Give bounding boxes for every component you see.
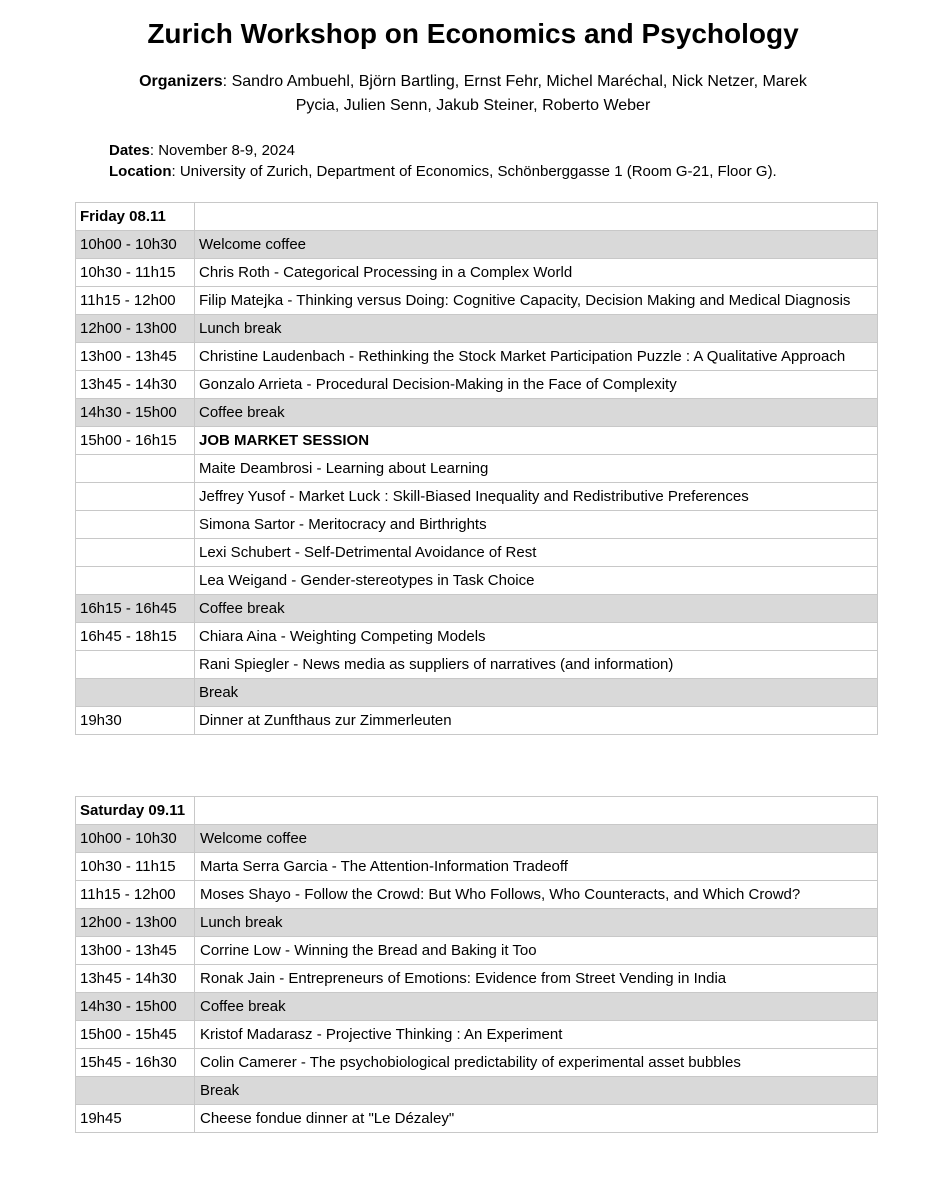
table-row	[76, 455, 878, 483]
table-row	[76, 937, 878, 965]
table-row	[76, 1077, 878, 1105]
session-time: 14h30 - 15h00	[76, 993, 195, 1021]
session-title: Filip Matejka - Thinking versus Doing: Cognitive Capacity, Decision Making and Medical Diagnosis	[195, 287, 878, 315]
session-title: Kristof Madarasz - Projective Thinking : An Experiment	[195, 1021, 878, 1049]
friday-header-empty	[195, 203, 878, 231]
session-title: Lunch break	[195, 315, 878, 343]
session-time: 16h15 - 16h45	[76, 595, 195, 623]
session-title: Simona Sartor - Meritocracy and Birthrights	[195, 511, 878, 539]
session-title: Welcome coffee	[195, 825, 878, 853]
table-row	[76, 483, 878, 511]
table-row	[76, 993, 878, 1021]
session-time	[76, 511, 195, 539]
session-time	[76, 483, 195, 511]
session-time: 15h00 - 16h15	[76, 427, 195, 455]
saturday-header-row	[76, 797, 878, 825]
session-title: Chiara Aina - Weighting Competing Models	[195, 623, 878, 651]
friday-schedule-table	[75, 202, 878, 735]
session-time: 12h00 - 13h00	[76, 909, 195, 937]
session-title: Break	[195, 1077, 878, 1105]
session-time: 10h00 - 10h30	[76, 825, 195, 853]
organizers	[120, 70, 826, 118]
session-time: 14h30 - 15h00	[76, 399, 195, 427]
table-row	[76, 623, 878, 651]
table-row	[76, 539, 878, 567]
table-row	[76, 427, 878, 455]
session-title: Moses Shayo - Follow the Crowd: But Who Follows, Who Counteracts, and Which Crowd?	[195, 881, 878, 909]
location-value: : University of Zurich, Department of Economics, Schönberggasse 1 (Room G-21, Floor G).	[171, 163, 777, 180]
dates-label: Dates	[109, 142, 150, 159]
table-row	[76, 315, 878, 343]
session-title: Lexi Schubert - Self-Detrimental Avoidance of Rest	[195, 539, 878, 567]
table-row	[76, 399, 878, 427]
saturday-schedule-table	[75, 796, 878, 1133]
session-time: 13h45 - 14h30	[76, 371, 195, 399]
session-title: Colin Camerer - The psychobiological predictability of experimental asset bubbles	[195, 1049, 878, 1077]
session-title: Welcome coffee	[195, 231, 878, 259]
table-row	[76, 909, 878, 937]
event-meta	[109, 140, 777, 182]
table-row	[76, 1021, 878, 1049]
table-row	[76, 1105, 878, 1133]
session-time: 19h30	[76, 707, 195, 735]
table-row	[76, 567, 878, 595]
saturday-header: Saturday 09.11	[76, 797, 195, 825]
session-title: Marta Serra Garcia - The Attention-Information Tradeoff	[195, 853, 878, 881]
session-title: Gonzalo Arrieta - Procedural Decision-Making in the Face of Complexity	[195, 371, 878, 399]
table-row	[76, 511, 878, 539]
table-row	[76, 287, 878, 315]
table-row	[76, 595, 878, 623]
session-time: 10h30 - 11h15	[76, 259, 195, 287]
session-time: 11h15 - 12h00	[76, 287, 195, 315]
session-title: Chris Roth - Categorical Processing in a Complex World	[195, 259, 878, 287]
session-title: Cheese fondue dinner at "Le Dézaley"	[195, 1105, 878, 1133]
session-time: 12h00 - 13h00	[76, 315, 195, 343]
session-title: Coffee break	[195, 399, 878, 427]
session-time: 11h15 - 12h00	[76, 881, 195, 909]
session-time	[76, 651, 195, 679]
location-label: Location	[109, 163, 172, 180]
table-row	[76, 259, 878, 287]
session-title: JOB MARKET SESSION	[195, 427, 878, 455]
document-title: Zurich Workshop on Economics and Psychology	[147, 18, 799, 49]
table-row	[76, 371, 878, 399]
session-time: 15h45 - 16h30	[76, 1049, 195, 1077]
table-row	[76, 343, 878, 371]
organizers-list: : Sandro Ambuehl, Björn Bartling, Ernst Fehr, Michel Maréchal, Nick Netzer, Marek Pycia, Julien Senn, Jakub Steiner, Roberto Weber	[222, 73, 807, 114]
session-time	[76, 455, 195, 483]
table-row	[76, 825, 878, 853]
friday-header: Friday 08.11	[76, 203, 195, 231]
session-time	[76, 1077, 195, 1105]
table-row	[76, 881, 878, 909]
session-time	[76, 679, 195, 707]
table-row	[76, 679, 878, 707]
location-line	[109, 161, 777, 182]
organizers-label: Organizers	[139, 73, 223, 90]
session-title: Ronak Jain - Entrepreneurs of Emotions: Evidence from Street Vending in India	[195, 965, 878, 993]
session-time: 10h00 - 10h30	[76, 231, 195, 259]
session-time: 13h45 - 14h30	[76, 965, 195, 993]
table-row	[76, 707, 878, 735]
session-title: Lunch break	[195, 909, 878, 937]
session-title: Dinner at Zunfthaus zur Zimmerleuten	[195, 707, 878, 735]
session-title: Maite Deambrosi - Learning about Learning	[195, 455, 878, 483]
session-time: 13h00 - 13h45	[76, 937, 195, 965]
session-time: 13h00 - 13h45	[76, 343, 195, 371]
session-time: 16h45 - 18h15	[76, 623, 195, 651]
table-row	[76, 1049, 878, 1077]
friday-header-row	[76, 203, 878, 231]
session-time	[76, 567, 195, 595]
table-row	[76, 853, 878, 881]
session-title: Jeffrey Yusof - Market Luck : Skill-Biased Inequality and Redistributive Preferences	[195, 483, 878, 511]
session-time: 15h00 - 15h45	[76, 1021, 195, 1049]
session-time	[76, 539, 195, 567]
table-row	[76, 965, 878, 993]
session-title: Christine Laudenbach - Rethinking the Stock Market Participation Puzzle : A Qualitative Approach	[195, 343, 878, 371]
session-title: Lea Weigand - Gender-stereotypes in Task Choice	[195, 567, 878, 595]
session-title: Coffee break	[195, 993, 878, 1021]
dates-value: : November 8-9, 2024	[149, 142, 295, 159]
session-time: 19h45	[76, 1105, 195, 1133]
session-title: Corrine Low - Winning the Bread and Baking it Too	[195, 937, 878, 965]
session-title: Rani Spiegler - News media as suppliers of narratives (and information)	[195, 651, 878, 679]
table-row	[76, 231, 878, 259]
session-time: 10h30 - 11h15	[76, 853, 195, 881]
session-title: Coffee break	[195, 595, 878, 623]
session-title: Break	[195, 679, 878, 707]
dates-line	[109, 140, 777, 161]
saturday-header-empty	[195, 797, 878, 825]
table-row	[76, 651, 878, 679]
